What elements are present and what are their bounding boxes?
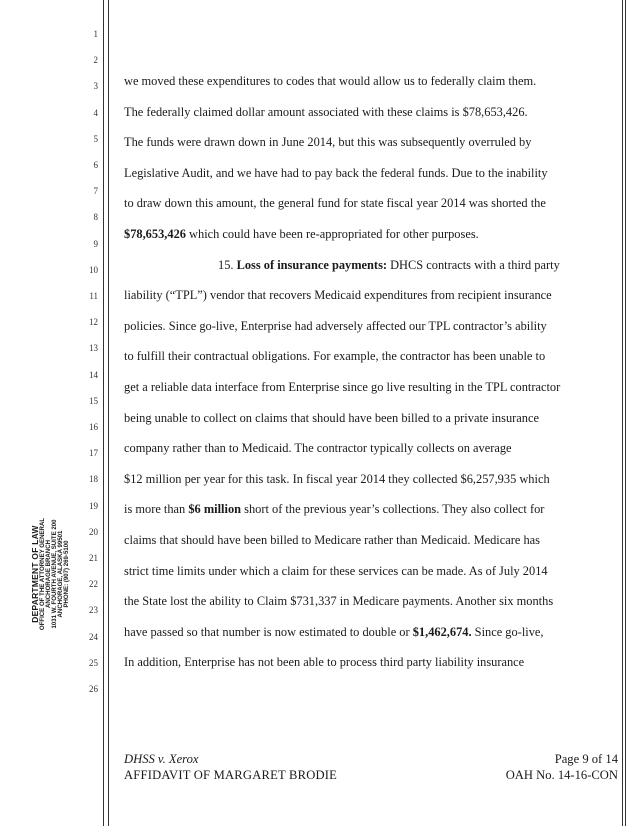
line-number: 18: [89, 474, 98, 485]
line-number: 26: [89, 684, 98, 694]
body-line: [124, 534, 540, 546]
body-line: [124, 626, 544, 638]
text-run: The funds were drawn down in June 2014, but this was subsequently overruled by: [124, 135, 532, 150]
line-number: 14: [89, 369, 98, 380]
text-run: claims that should have been billed to Medicare rather than Medicaid. Medicare has: [124, 533, 540, 547]
footer-document-title: AFFIDAVIT OF MARGARET BRODIE: [124, 768, 338, 782]
text-run: we moved these expenditures to codes that would allow us to federally claim them.: [124, 74, 537, 88]
line-number: 22: [89, 579, 98, 590]
footer-docket-number: OAH No. 14-16-CON: [505, 768, 618, 782]
sidebar-street: 1031 W. FOURTH AVENUE, SUITE 200: [51, 519, 59, 629]
line-number: 9: [93, 238, 98, 249]
right-margin-rule-outer: [625, 0, 626, 826]
line-number: 7: [93, 186, 98, 197]
text-run: policies. Since go-live, Enterprise had adversely affected our TPL contractor’s ability: [124, 318, 547, 333]
line-number: 24: [89, 631, 98, 642]
law-office-sidebar: [24, 485, 78, 663]
line-number: 8: [93, 212, 98, 223]
line-number: 16: [89, 422, 98, 432]
text-run: $12 million per year for this task. In fiscal year 2014 they collected $6,257,935 which: [124, 471, 550, 486]
text-run: to draw down this amount, the general fund for state fiscal year 2014 was shorted the: [124, 196, 546, 211]
text-run: liability (“TPL”) vendor that recovers Medicaid expenditures from recipient insurance: [124, 288, 552, 303]
line-number: 17: [89, 448, 98, 459]
line-number: 5: [93, 133, 98, 144]
text-run: the State lost the ability to Claim $731,337 in Medicare payments. Another six months: [124, 594, 554, 609]
body-line: [124, 167, 548, 179]
text-run: In addition, Enterprise has not been able to process third party liability insurance: [124, 655, 525, 670]
text-run: being unable to collect on claims that should have been billed to a private insurance: [124, 410, 539, 425]
line-number: 21: [89, 553, 98, 563]
body-line: [218, 259, 560, 271]
text-run: short of the previous year’s collections. They also collect for: [241, 502, 545, 517]
body-line: [124, 412, 539, 424]
body-line: [124, 350, 545, 362]
line-number: 11: [89, 291, 98, 301]
line-number: 25: [89, 657, 98, 668]
body-line: [124, 473, 550, 485]
sidebar-branch: ANCHORAGE BRANCH: [44, 539, 52, 609]
text-run: have passed so that number is now estimated to double or: [124, 624, 413, 639]
line-number: 2: [93, 55, 98, 66]
sidebar-office: OFFICE OF THE ATTORNEY GENERAL: [38, 517, 46, 631]
footer-right: [506, 752, 618, 784]
text-run: is more than: [124, 502, 189, 517]
line-number: 6: [93, 160, 98, 170]
body-line: [124, 106, 528, 118]
line-number: 12: [89, 317, 98, 328]
line-number: 4: [93, 107, 98, 118]
text-run: company rather than to Medicaid. The contractor typically collects on average: [124, 441, 512, 456]
left-margin-rule-inner: [108, 0, 109, 826]
body-line: [124, 381, 560, 393]
bold-text-run: $1,462,674.: [412, 624, 472, 639]
bold-text-run: $6 million: [188, 502, 242, 517]
body-line: [124, 320, 547, 332]
line-number: 15: [89, 395, 98, 406]
text-run: Since go-live,: [471, 624, 544, 639]
footer-case-name: DHSS v. Xerox: [124, 752, 199, 766]
text-run: get a reliable data interface from Enterprise since go live resulting in the TPL contractor: [124, 380, 561, 394]
bold-text-run: Loss of insurance payments:: [236, 257, 388, 272]
sidebar-city: ANCHORAGE, ALASKA 99501: [57, 530, 65, 618]
text-run: 15.: [218, 257, 237, 272]
body-line: [124, 75, 536, 87]
text-run: which could have been re-appropriated for other purposes.: [185, 227, 479, 241]
text-run: strict time limits under which a claim for these services can be made. As of July 2014: [124, 563, 548, 578]
body-line: [124, 656, 524, 668]
line-number: 10: [89, 264, 98, 275]
line-number: 19: [89, 500, 98, 511]
left-margin-rule: [103, 0, 104, 826]
text-run: The federally claimed dollar amount associated with these claims is $78,653,426.: [124, 104, 528, 119]
body-line: [124, 289, 552, 301]
body-line: [124, 442, 512, 454]
body-line: [124, 197, 546, 209]
bold-text-run: $78,653,426: [124, 227, 186, 241]
sidebar-phone: PHONE: (907) 269-5100: [63, 540, 71, 608]
footer-page-number: Page 9 of 14: [554, 752, 618, 766]
text-run: to fulfill their contractual obligations. For example, the contractor has been unable to: [124, 349, 546, 364]
body-line: [124, 136, 531, 148]
sidebar-department: DEPARTMENT OF LAW: [30, 525, 41, 623]
body-line: [124, 565, 548, 577]
line-number: 23: [89, 605, 98, 616]
body-line: [124, 595, 553, 607]
text-run: DHCS contracts with a third party: [387, 257, 560, 272]
right-margin-rule: [622, 0, 623, 826]
line-number: 13: [89, 343, 98, 354]
line-number: 3: [93, 81, 98, 92]
text-run: Legislative Audit, and we have had to pay back the federal funds. Due to the inability: [124, 165, 548, 180]
footer-left: [124, 752, 337, 783]
body-line: [124, 228, 479, 240]
line-number: 1: [93, 29, 98, 39]
body-line: [124, 503, 544, 515]
line-number: 20: [89, 526, 98, 537]
